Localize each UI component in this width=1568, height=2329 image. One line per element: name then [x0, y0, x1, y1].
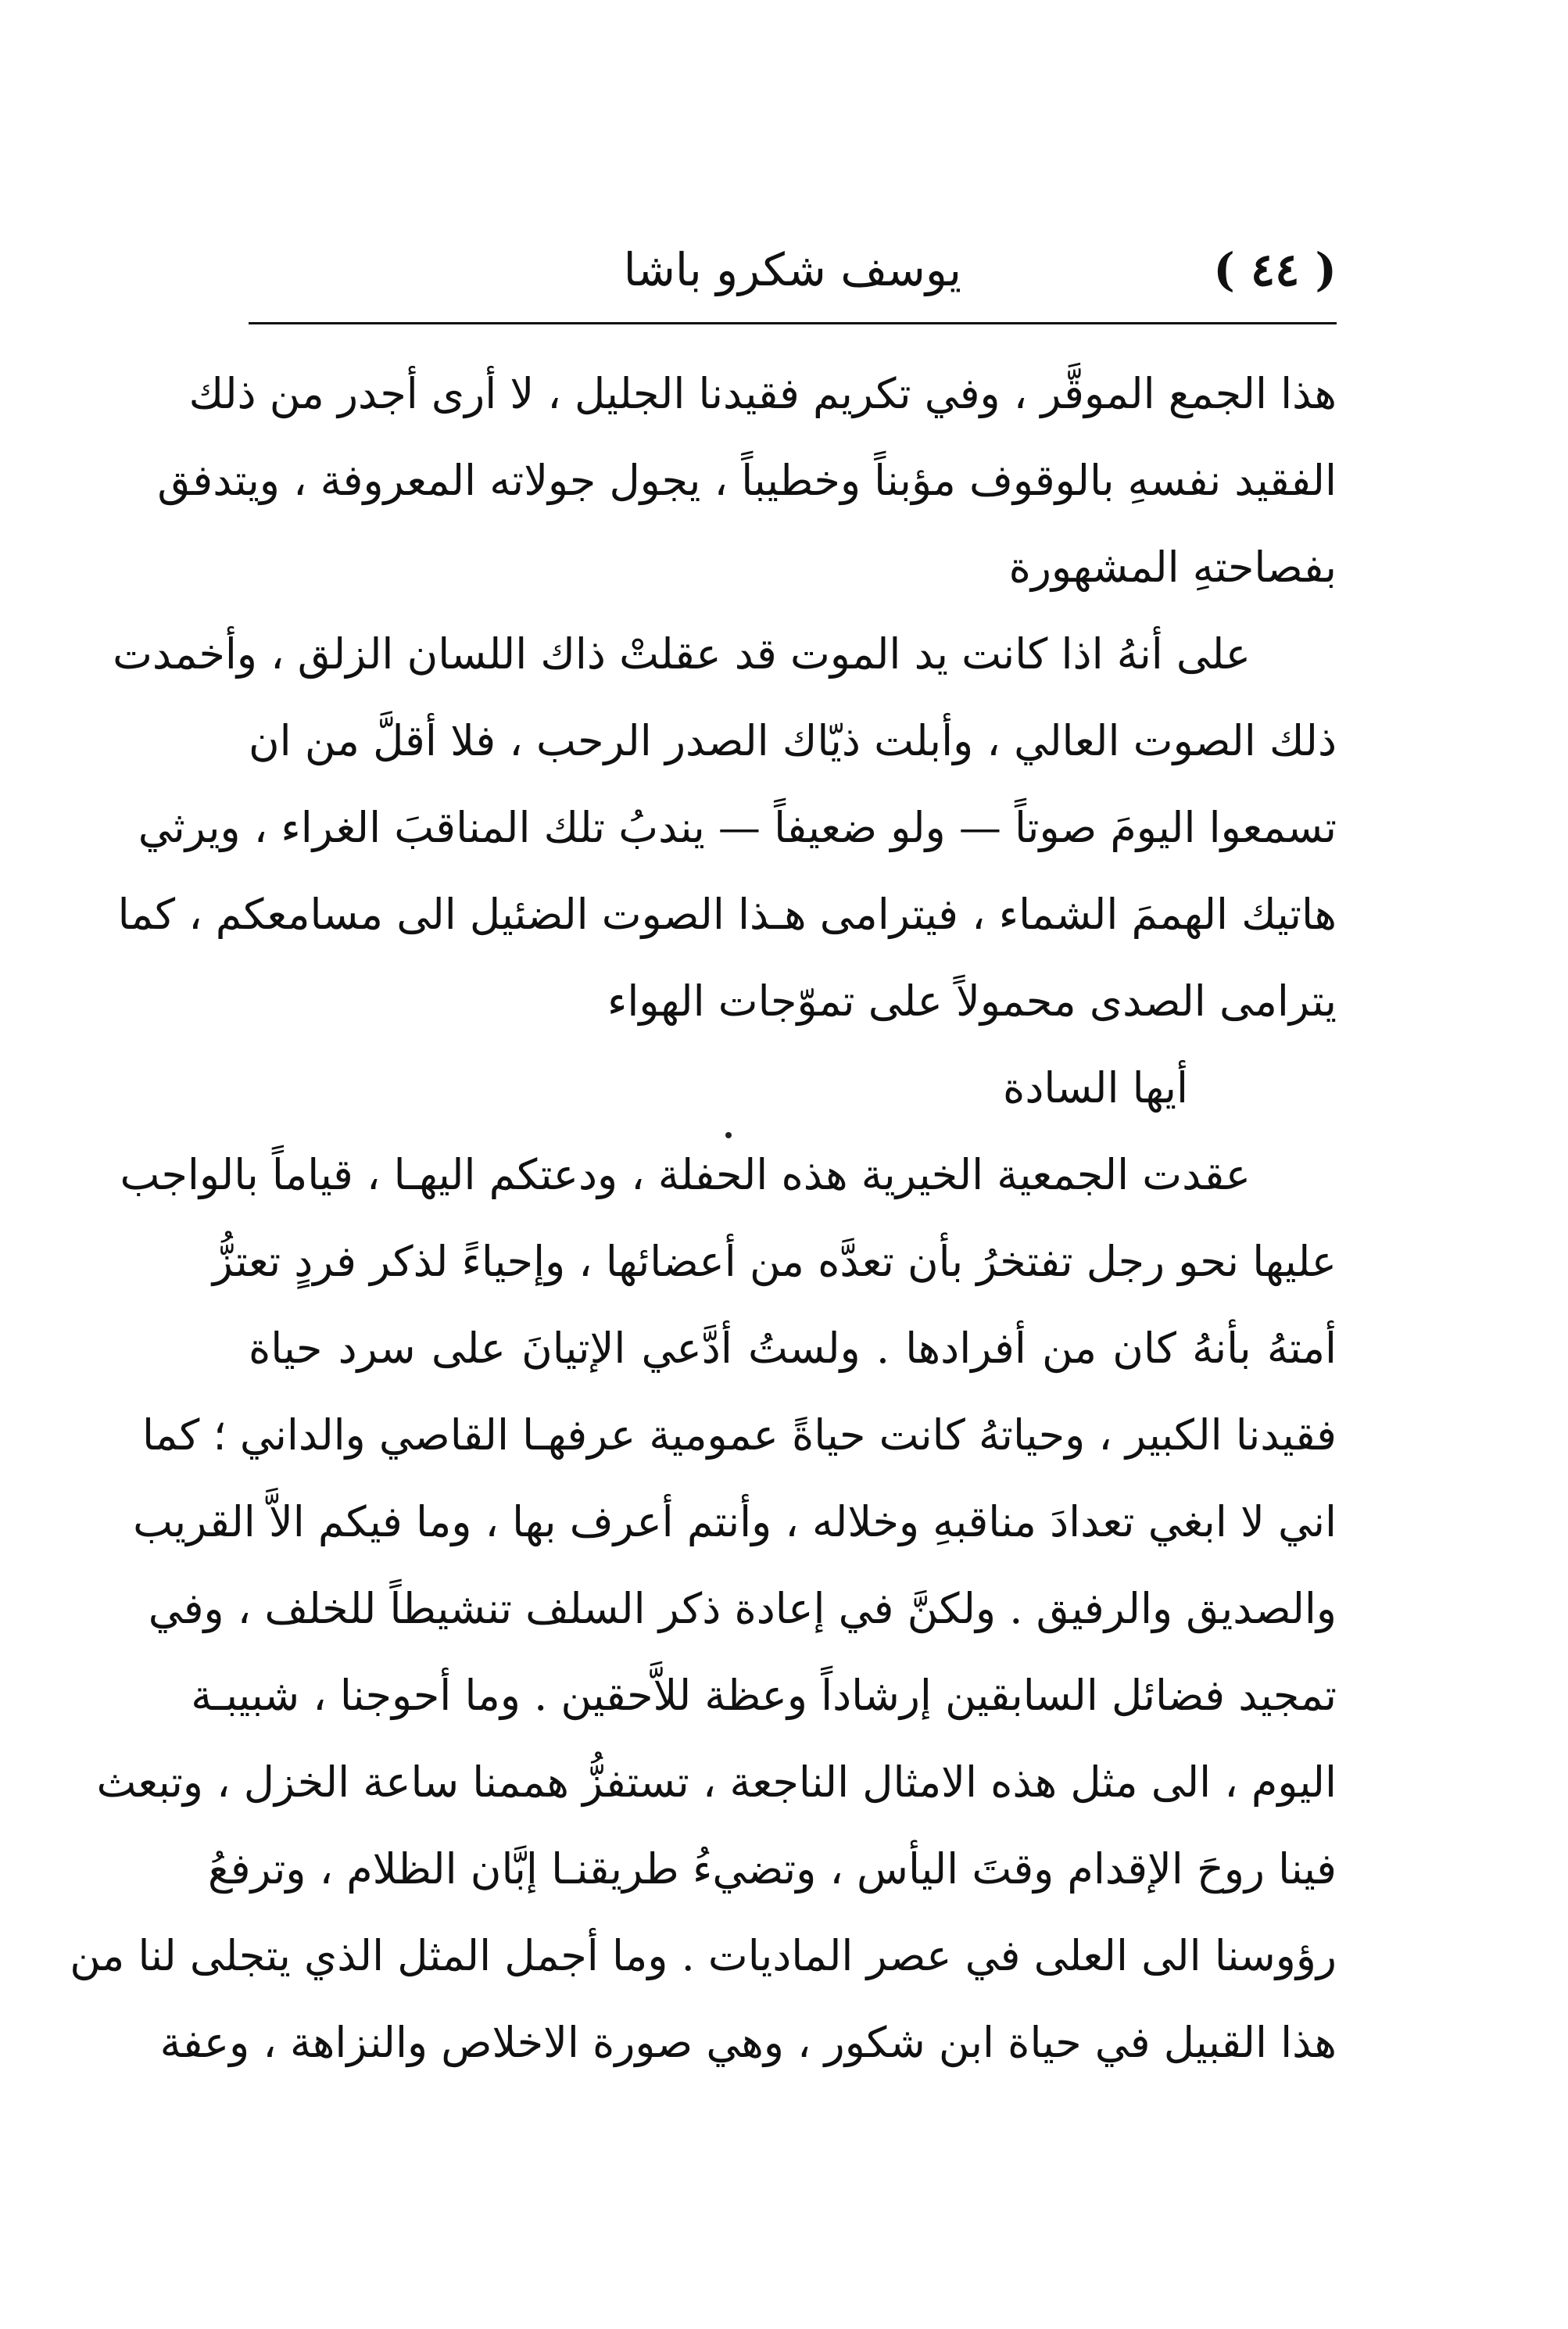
text-line: فينا روحَ الإقدام وقتَ اليأس ، وتضيءُ طريقنـا إبَّان الظلام ، وترفعُ: [208, 1844, 1337, 1894]
running-title: يوسف شكرو باشا: [623, 243, 961, 296]
text-line: تمجيد فضائل السابقين إرشاداً وعظة للاَّحقين . وما أحوجنا ، شبيبـة: [191, 1671, 1337, 1720]
text-line: أمتهُ بأنهُ كان من أفرادها . ولستُ أدَّعي الإتيانَ على سرد حياة: [249, 1324, 1337, 1373]
text-line: يترامى الصدى محمولاً على تموّجات الهواء: [607, 976, 1337, 1026]
text-line: تسمعوا اليومَ صوتاً — ولو ضعيفاً — يندبُ تلك المناقبَ الغراء ، ويرثي: [138, 803, 1337, 852]
stray-ink-dot: [725, 1132, 732, 1138]
text-line: على أنهُ اذا كانت يد الموت قد عقلتْ ذاك اللسان الزلق ، وأخمدت: [113, 629, 1251, 679]
text-line: فقيدنا الكبير ، وحياتهُ كانت حياةً عمومية عرفهـا القاصي والداني ؛ كما: [141, 1410, 1337, 1460]
text-line: رؤوسنا الى العلى في عصر الماديات . وما أجمل المثل الذي يتجلى لنا من: [70, 1931, 1337, 1980]
text-line: هذا القبيل في حياة ابن شكور ، وهي صورة الاخلاص والنزاهة ، وعفة: [159, 2018, 1337, 2067]
text-line: بفصاحتهِ المشهورة: [1008, 543, 1337, 592]
body-text: [70, 350, 1337, 2086]
running-head: [250, 235, 1337, 305]
text-line: الفقيد نفسهِ بالوقوف مؤبناً وخطيباً ، يجول جولاته المعروفة ، ويتدفق: [157, 456, 1337, 505]
text-line: هاتيك الهممَ الشماء ، فيترامى هـذا الصوت الضئيل الى مسامعكم ، كما: [117, 890, 1337, 939]
text-line: عليها نحو رجل تفتخرُ بأن تعدَّه من أعضائها ، وإحياءً لذكر فردٍ تعتزُّ: [212, 1237, 1337, 1286]
page-number: ( ٤٤ ): [1213, 243, 1337, 296]
text-line: ذلك الصوت العالي ، وأبلت ذيّاك الصدر الرحب ، فلا أقلَّ من ان: [249, 716, 1337, 765]
text-line: اليوم ، الى مثل هذه الامثال الناجعة ، تستفزُّ هممنا ساعة الخزل ، وتبعث: [96, 1757, 1337, 1807]
text-line: اني لا ابغي تعدادَ مناقبهِ وخلاله ، وأنتم أعرف بها ، وما فيكم الاَّ القريب: [133, 1497, 1337, 1546]
section-heading: أيها السادة: [1003, 1063, 1188, 1113]
text-line: والصديق والرفيق . ولكنَّ في إعادة ذكر السلف تنشيطاً للخلف ، وفي: [148, 1584, 1337, 1633]
header-rule: [249, 322, 1337, 324]
text-line: عقدت الجمعية الخيرية هذه الحفلة ، ودعتكم اليهـا ، قياماً بالواجب: [120, 1150, 1251, 1199]
text-line: هذا الجمع الموقَّر ، وفي تكريم فقيدنا الجليل ، لا أرى أجدر من ذلك: [188, 369, 1337, 418]
